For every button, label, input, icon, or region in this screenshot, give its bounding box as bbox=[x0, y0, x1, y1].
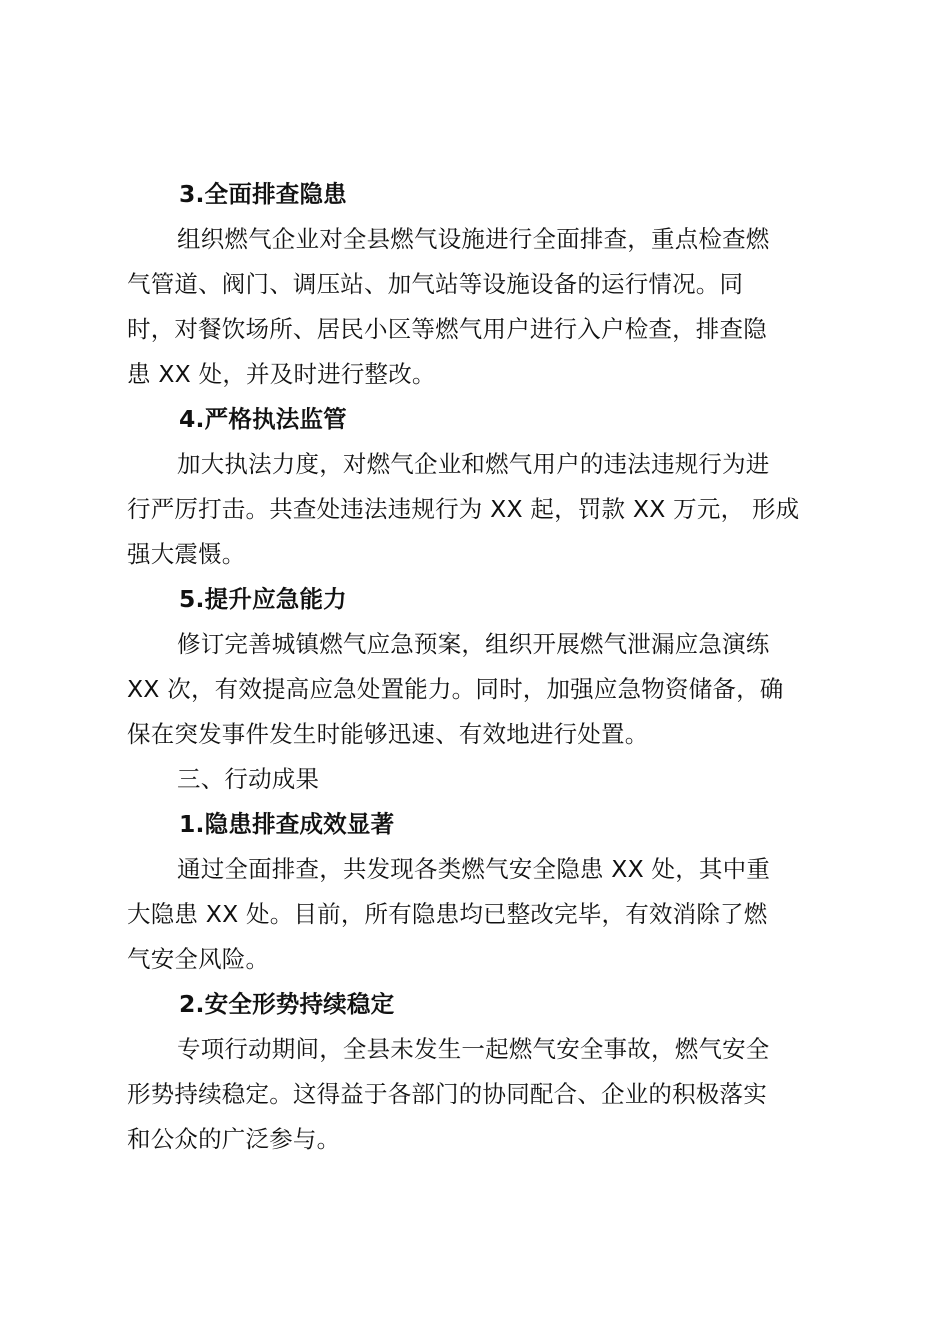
paragraph-line: 行严厉打击。共查处违法违规行为 XX 起，罚款 XX 万元， 形成 bbox=[127, 495, 800, 523]
document-body bbox=[127, 172, 833, 1162]
paragraph-line: 患 XX 处，并及时进行整改。 bbox=[127, 360, 436, 388]
paragraph-line: 专项行动期间，全县未发生一起燃气安全事故，燃气安全 bbox=[177, 1035, 770, 1063]
paragraph-line: 时，对餐饮场所、居民小区等燃气用户进行入户检查，排查隐 bbox=[127, 315, 767, 343]
paragraph-line: 和公众的广泛参与。 bbox=[127, 1125, 341, 1153]
subheading-2: 2.安全形势持续稳定 bbox=[179, 990, 395, 1018]
paragraph-line: 通过全面排查，共发现各类燃气安全隐患 XX 处，其中重 bbox=[177, 855, 771, 883]
paragraph-line: 修订完善城镇燃气应急预案，组织开展燃气泄漏应急演练 bbox=[177, 630, 770, 658]
subheading-3: 3.全面排查隐患 bbox=[179, 180, 347, 208]
section-title-results: 三、行动成果 bbox=[177, 765, 320, 793]
paragraph-safety-stable bbox=[127, 1027, 833, 1162]
paragraph-hazards-results bbox=[127, 847, 833, 982]
paragraph-line: 加大执法力度，对燃气企业和燃气用户的违法违规行为进 bbox=[177, 450, 770, 478]
paragraph-inspection bbox=[127, 217, 833, 397]
paragraph-line: 保在突发事件发生时能够迅速、有效地进行处置。 bbox=[127, 720, 649, 748]
subheading-1: 1.隐患排查成效显著 bbox=[179, 810, 395, 838]
paragraph-line: 大隐患 XX 处。目前，所有隐患均已整改完毕，有效消除了燃 bbox=[127, 900, 768, 928]
paragraph-emergency bbox=[127, 622, 833, 757]
paragraph-line: 强大震慑。 bbox=[127, 540, 246, 568]
paragraph-line: 组织燃气企业对全县燃气设施进行全面排查，重点检查燃 bbox=[177, 225, 770, 253]
subheading-5: 5.提升应急能力 bbox=[179, 585, 347, 613]
subheading-4: 4.严格执法监管 bbox=[179, 405, 347, 433]
paragraph-line: 气安全风险。 bbox=[127, 945, 270, 973]
paragraph-line: XX 次，有效提高应急处置能力。同时，加强应急物资储备，确 bbox=[127, 675, 784, 703]
paragraph-line: 气管道、阀门、调压站、加气站等设施设备的运行情况。同 bbox=[127, 270, 744, 298]
paragraph-enforcement bbox=[127, 442, 833, 577]
paragraph-line: 形势持续稳定。这得益于各部门的协同配合、企业的积极落实 bbox=[127, 1080, 767, 1108]
